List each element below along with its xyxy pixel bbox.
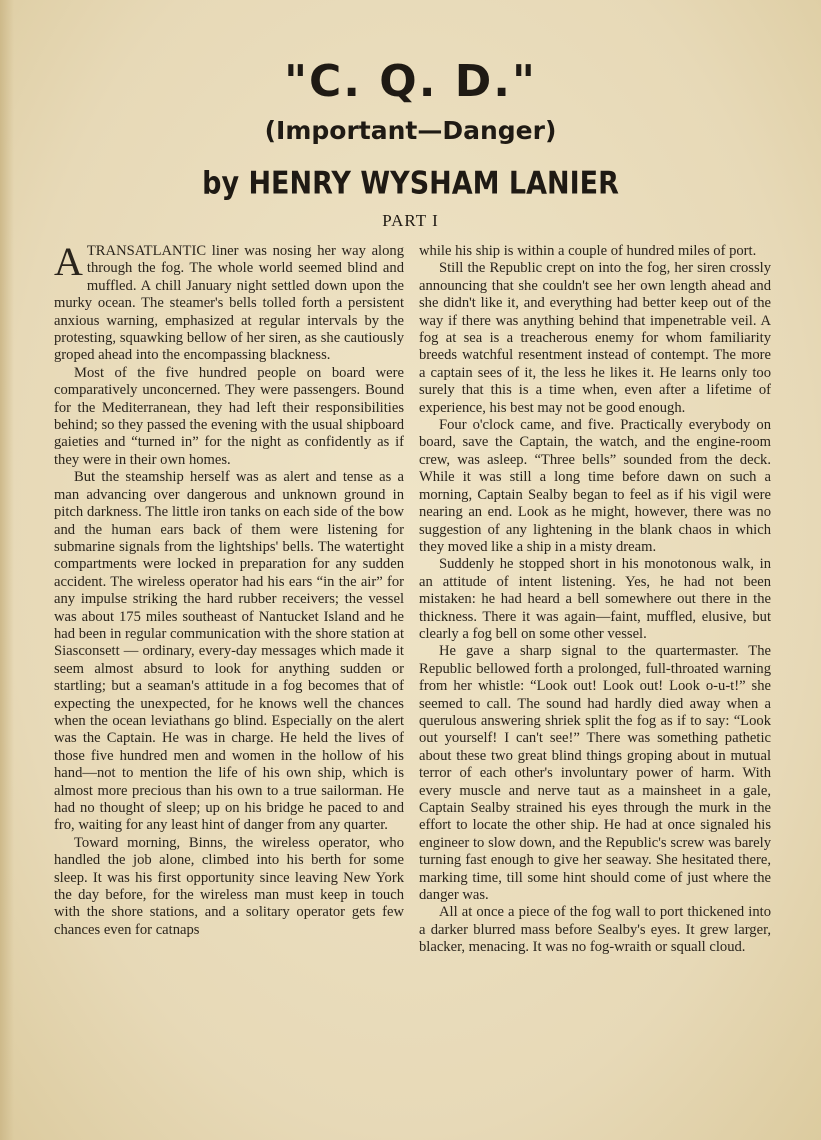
paragraph — [54, 239, 404, 365]
paragraph: Still the Republic crept on into the fog, her siren crossly announcing that she couldn't see her own length ahead and she didn't like it, and everything had better keep out of the way if there was anything behind that impenetrable veil. A fog at sea is a treacherous enemy for whom familiarity breeds watchful resentment instead of contempt. The more a captain sees of it, the less he likes it. He learns only too surely that this is a time when, even after a lifetime of experience, his best may not be good enough. — [419, 260, 771, 416]
paragraph: Four o'clock came, and five. Practically everybody on board, save the Captain, the watch, and the engine-room crew, was asleep. “Three bells” sounded from the deck. While it was still a long time before dawn on such a morning, Captain Sealby began to feel as if his vigil were nearing an end. Look as he might, however, there was no suggestion of any lightening in the blank chaos in which they moved like a ship in a misty dream. — [419, 417, 771, 555]
paragraph-text: TRANSATLANTIC liner was nosing her way along through the fog. The whole world seemed blind and muffled. A chill January night settled down upon the murky ocean. The steamer's bells tolled forth a persistent anxious warning, emphasized at regular intervals by the protesting, squawking bellow of her siren, as she cautiously groped ahead into the encompassing blackness. — [54, 243, 404, 364]
paragraph: Toward morning, Binns, the wireless operator, who handled the job alone, climbed into his berth for some sleep. It was his first opportunity since leaving New York the day before, for the wireless man must keep in touch with the shore stations, and a solitary operator gets few chances even for catnaps — [54, 834, 404, 938]
drop-cap: A — [54, 239, 83, 284]
paragraph: All at once a piece of the fog wall to port thickened into a darker blurred mass before Sealby's eyes. It grew larger, blacker, menacing. It was no fog-wraith or squall cloud. — [419, 904, 771, 956]
paragraph: Suddenly he stopped short in his monotonous walk, in an attitude of intent listening. Yes, he had not been mistaken: he had heard a bell somewhere out there in the thickness. There it was again—faint, muffled, elusive, but clearly a fog bell on some other vessel. — [419, 556, 771, 642]
paragraph: He gave a sharp signal to the quartermaster. The Republic bellowed forth a prolonged, full-throated warning from her whistle: “Look out! Look out! Look o-u-t!” she seemed to call. The sound had hardly died away when a querulous answering shriek split the fog as if to say: “Look out yourself! I can't see!” There was something pathetic about these two great blind things groping about in mutual terror of each other's involuntary power of harm. With every muscle and nerve taut as a mainsheet in a gale, Captain Sealby strained his eyes through the murk in the effort to locate the other ship. He had at once signaled his engineer to slow down, and the Republic's screw was barely turning fast enough to give her seaway. She hesitated there, marking time, till some hint should come of just where the danger was. — [419, 643, 771, 904]
paragraph: But the steamship herself was as alert and tense as a man advancing over dangerous and unknown ground in pitch darkness. The little iron tanks on each side of the bow and the human ears back of them were listening for submarine signals from the lightships' bells. The watertight compartments were locked in preparation for any sudden accident. The wireless operator had his ears “in the air” for any impulse striking the hard rubber receivers; the vessel was about 175 miles southeast of Nantucket Island and he had been in regular communication with the shore station at Siasconsett — ordinary, every-day messages which made it seem almost absurd to look for anything sudden or startling; but a seaman's attitude in a fog becomes that of expecting the unexpected, for he knows well the chances when the ocean leviathans go blind. Especially on the alert was the Captain. He was in charge. He held the lives of those five hundred men and women in the hollow of his hand—not to mention the life of his own ship, which is almost more precious than his own to a true sailorman. He had no thought of sleep; up on his bridge he paced to and fro, waiting for any least hint of danger from any quarter. — [54, 469, 404, 834]
author-byline: by HENRY WYSHAM LANIER — [202, 166, 619, 202]
story-subtitle: (Important—Danger) — [264, 116, 557, 145]
paragraph: Most of the five hundred people on board were comparatively unconcerned. They were passengers. Bound for the Mediterranean, they had left their responsibilities behind; so they passed the evening with the usual shipboard gaieties and “turned in” for the night as confidently as if they were in their own homes. — [54, 364, 404, 468]
right-column — [419, 243, 771, 957]
left-column — [54, 239, 404, 939]
part-heading: PART I — [382, 211, 439, 230]
story-title: "C. Q. D." — [284, 56, 537, 107]
paragraph: while his ship is within a couple of hundred miles of port. — [419, 243, 757, 259]
